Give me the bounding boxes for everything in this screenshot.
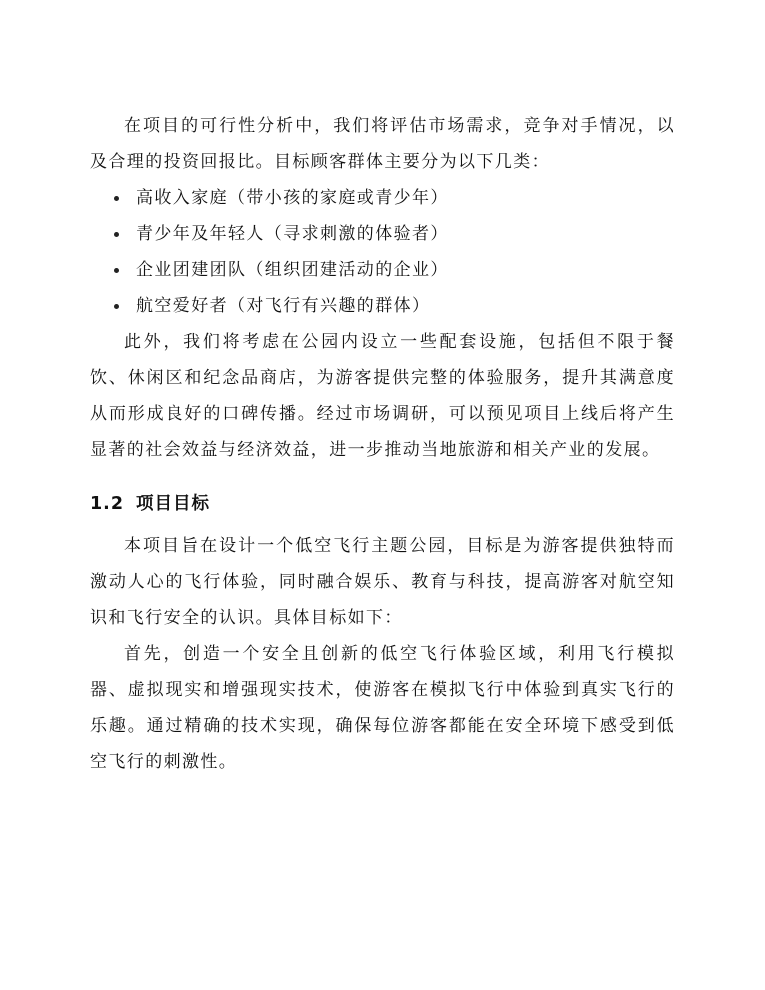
section-number: 1.2 — [90, 494, 125, 514]
facilities-paragraph: 此外，我们将考虑在公园内设立一些配套设施，包括但不限于餐饮、休闲区和纪念品商店，为游客提供完整的体验服务，提升其满意度从而形成良好的口碑传播。经过市场调研，可以预见项目上线后将产生显著的社会效益与经济效益，进一步推动当地旅游和相关产业的发展。 — [90, 332, 675, 460]
list-item-label: 企业团建团队（组织团建活动的企业） — [136, 260, 449, 280]
goal-paragraph: 本项目旨在设计一个低空飞行主题公园，目标是为游客提供独特而激动人心的飞行体验，同时融合娱乐、教育与科技，提高游客对航空知识和飞行安全的认识。具体目标如下： — [90, 536, 675, 628]
document-page — [90, 108, 675, 780]
bullet-icon — [114, 304, 119, 309]
intro-paragraph: 在项目的可行性分析中，我们将评估市场需求，竞争对手情况，以及合理的投资回报比。目标顾客群体主要分为以下几类： — [90, 116, 675, 172]
bullet-icon — [114, 268, 119, 273]
list-item-label: 航空爱好者（对飞行有兴趣的群体） — [136, 296, 431, 316]
list-item — [90, 252, 675, 288]
list-item — [90, 216, 675, 252]
list-item-label: 青少年及年轻人（寻求刺激的体验者） — [136, 224, 449, 244]
bullet-icon — [114, 196, 119, 201]
list-item — [90, 180, 675, 216]
section-title: 项目目标 — [136, 494, 211, 514]
bullet-icon — [114, 232, 119, 237]
target-group-list — [90, 180, 675, 324]
section-heading — [90, 486, 675, 522]
list-item — [90, 288, 675, 324]
first-goal-paragraph: 首先，创造一个安全且创新的低空飞行体验区域，利用飞行模拟器、虚拟现实和增强现实技术，使游客在模拟飞行中体验到真实飞行的乐趣。通过精确的技术实现，确保每位游客都能在安全环境下感受到低空飞行的刺激性。 — [90, 644, 675, 772]
list-item-label: 高收入家庭（带小孩的家庭或青少年） — [136, 188, 449, 208]
